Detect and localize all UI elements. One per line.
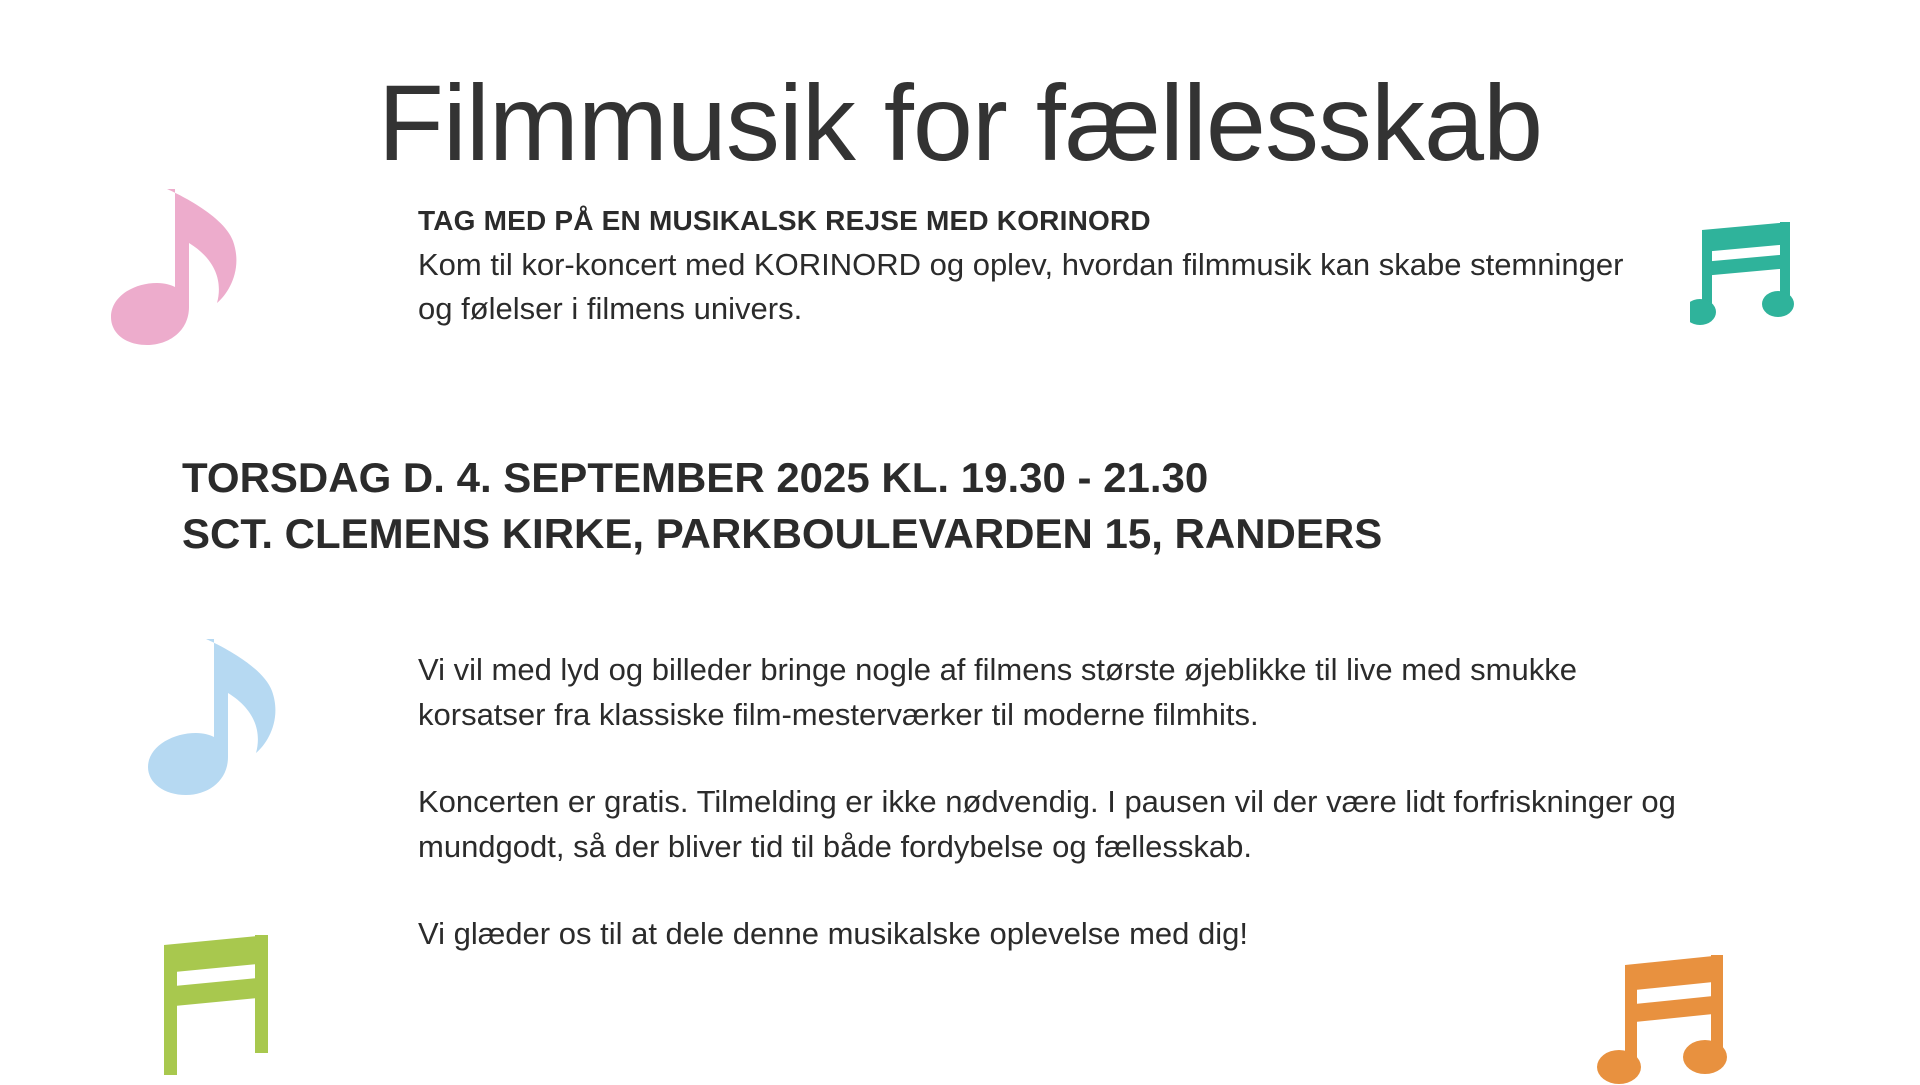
paragraph-closing: Vi glæder os til at dele denne musikalske oplevelse med dig!: [418, 915, 1249, 951]
event-venue: SCT. CLEMENS KIRKE, PARKBOULEVARDEN 15, RANDERS: [182, 509, 1383, 557]
intro-heading: TAG MED PÅ EN MUSIKALSK REJSE MED KORINORD: [418, 205, 1151, 236]
page-title: Filmmusik for fællesskab: [377, 62, 1543, 184]
paragraph-description: Vi vil med lyd og billeder bringe nogle af filmens største øjeblikke til live med smukke korsatser fra klassiske film-mesterværker til moderne filmhits.: [418, 652, 1577, 732]
intro-block: [418, 205, 1668, 331]
music-note-pink-icon: [105, 185, 245, 350]
intro-body: Kom til kor-koncert med KORINORD og oplev, hvordan filmmusik kan skabe stemninger og følelser i filmens univers.: [418, 247, 1624, 327]
music-note-orange-icon: [1595, 955, 1740, 1085]
body-text-block: [418, 648, 1688, 957]
event-datetime: TORSDAG D. 4. SEPTEMBER 2025 KL. 19.30 - 21.30: [182, 454, 1209, 501]
music-note-blue-icon: [140, 635, 290, 800]
music-note-teal-icon: [1690, 222, 1800, 332]
music-note-green-icon: [150, 935, 290, 1085]
event-details: [182, 450, 1882, 562]
paragraph-practical: Koncerten er gratis. Tilmelding er ikke nødvendig. I pausen vil der være lidt forfriskninger og mundgodt, så der bliver tid til både fordybelse og fællesskab.: [418, 783, 1676, 864]
